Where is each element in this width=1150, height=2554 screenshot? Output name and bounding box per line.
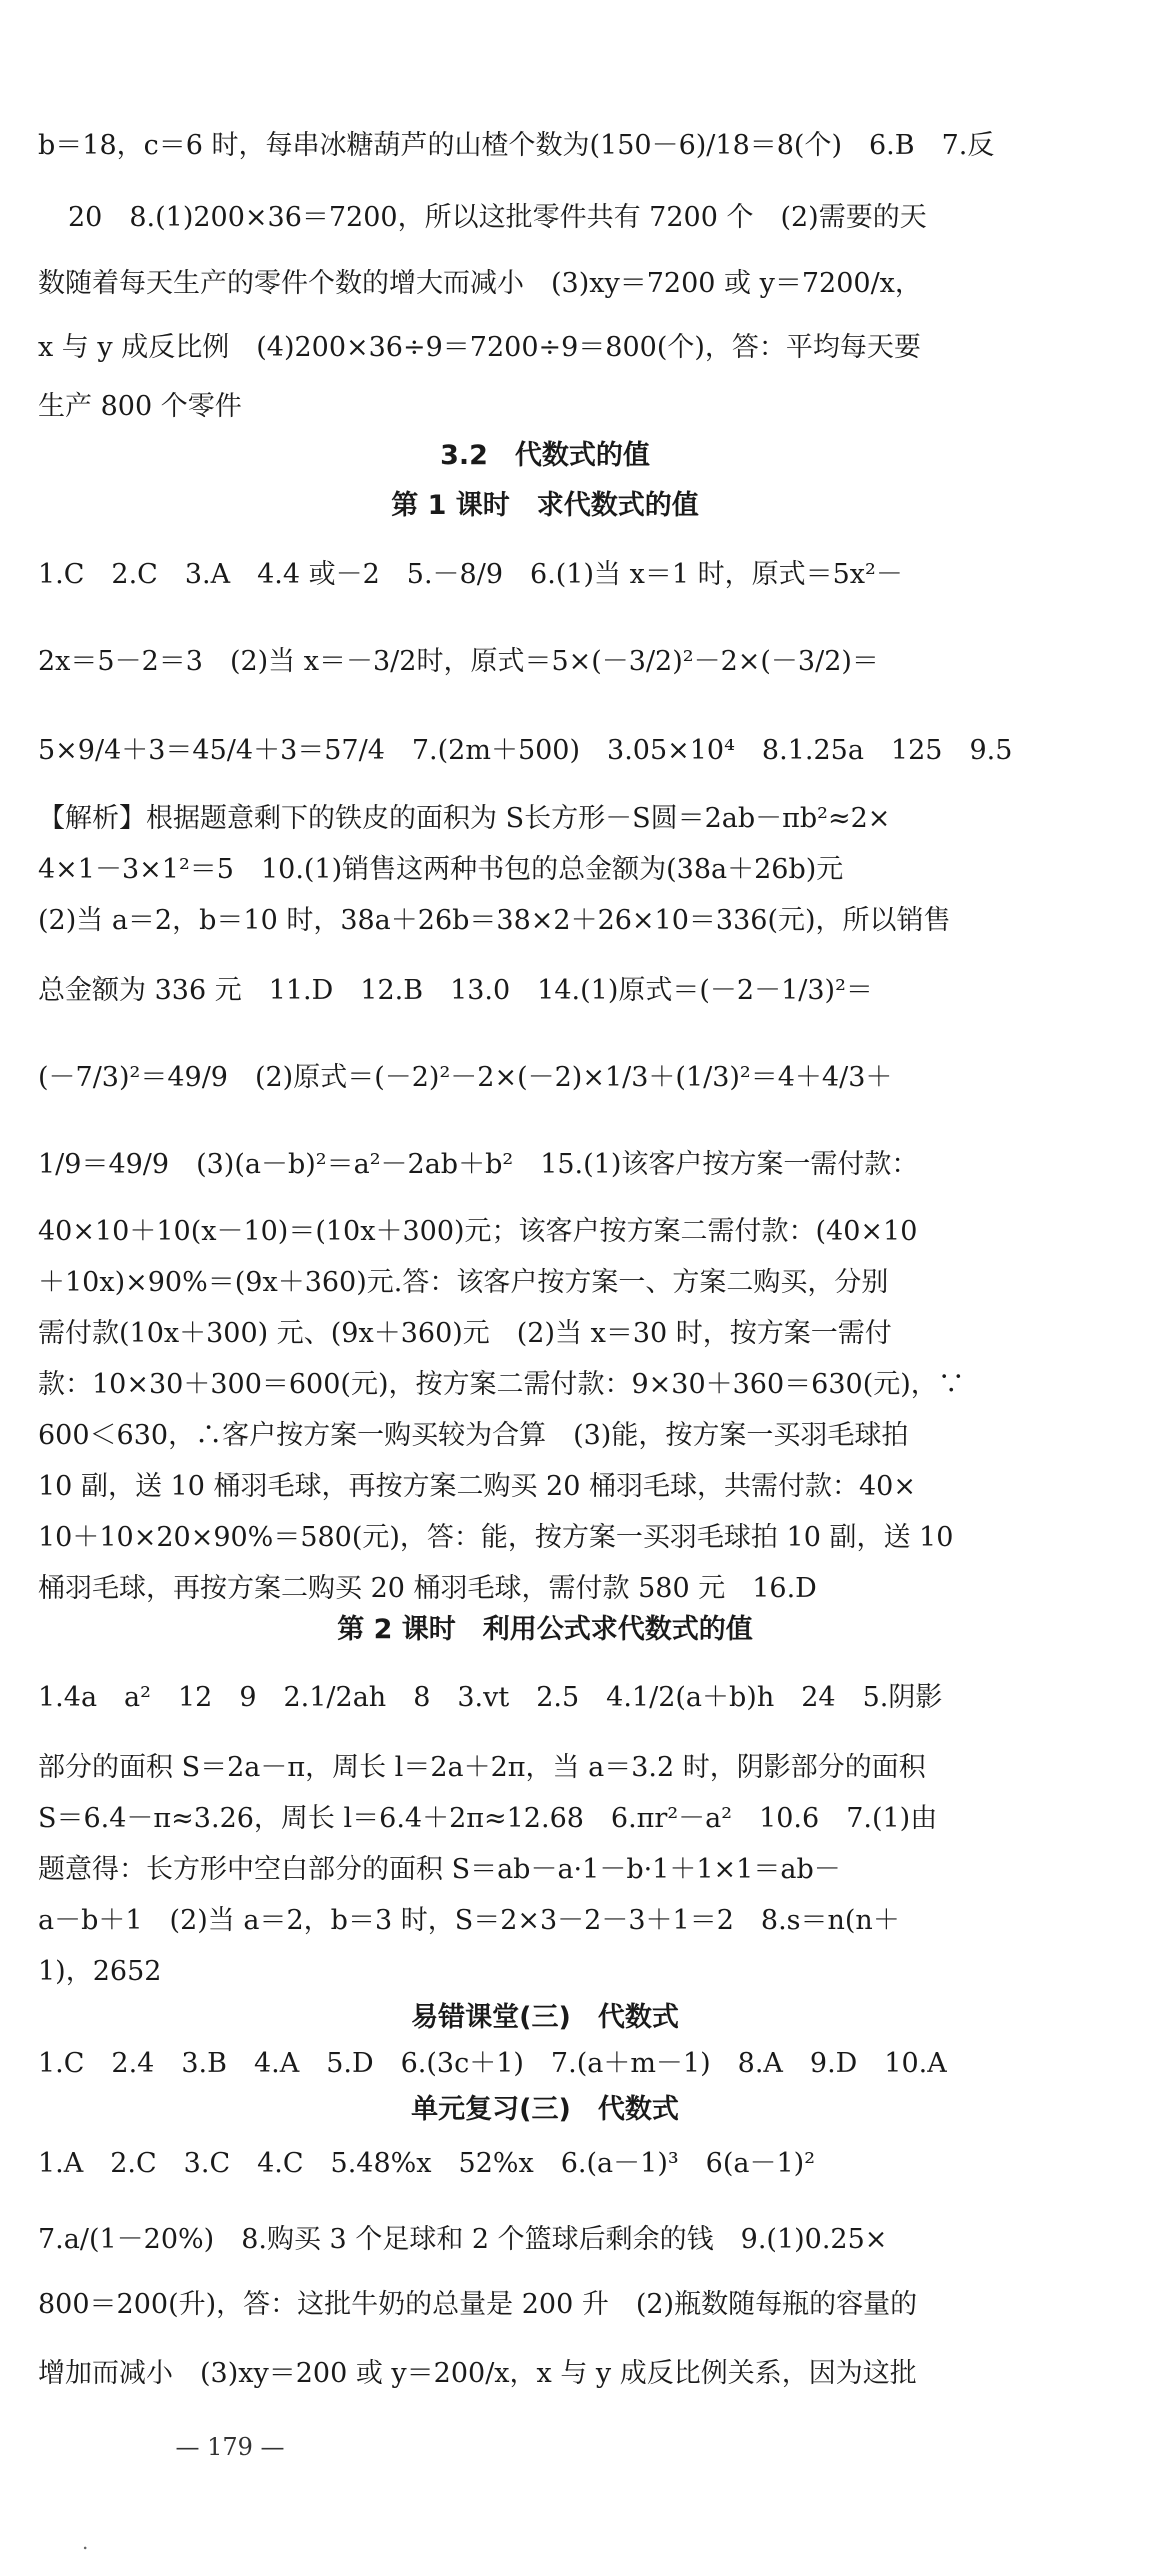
answer-line: 生产 800 个零件 [38,391,242,422]
answer-line: 2x＝5－2＝3 (2)当 x＝－3/2时，原式＝5×(－3/2)²－2×(－3/2)＝ [38,646,879,677]
answer-line: 【解析】根据题意剩下的铁皮的面积为 S长方形－S圆＝2ab－πb²≈2× [38,803,891,834]
lesson-title: 第 2 课时 利用公式求代数式的值 [337,1614,753,1645]
answer-line: 1.C 2.4 3.B 4.A 5.D 6.(3c＋1) 7.(a＋m－1) 8.A 9.D 10.A [38,2048,947,2079]
answer-line: 5×9/4＋3＝45/4＋3＝57/4 7.(2m＋500) 3.05×10⁴ 8.1.25a 125 9.5 [38,735,1013,766]
lesson-title: 第 1 课时 求代数式的值 [391,490,699,521]
section-title: 单元复习(三) 代数式 [411,2094,679,2125]
answer-line: 部分的面积 S＝2a－π，周长 l＝2a＋2π，当 a＝3.2 时，阴影部分的面积 [38,1752,926,1783]
answer-line: 10 副，送 10 桶羽毛球，再按方案二购买 20 桶羽毛球，共需付款：40× [38,1471,916,1502]
answer-line: 10＋10×20×90%＝580(元)，答：能，按方案一买羽毛球拍 10 副，送 10 [38,1522,954,1553]
answer-line: 20 8.(1)200×36＝7200，所以这批零件共有 7200 个 (2)需要的天 [68,202,927,233]
answer-line: 数随着每天生产的零件个数的增大而减小 (3)xy＝7200 或 y＝7200/x， [38,268,922,299]
answer-line: x 与 y 成反比例 (4)200×36÷9＝7200÷9＝800(个)，答：平均每天要 [38,332,921,363]
answer-line: 总金额为 336 元 11.D 12.B 13.0 14.(1)原式＝(－2－1/3)²＝ [38,975,873,1006]
answer-line: 款：10×30＋300＝600(元)，按方案二需付款：9×30＋360＝630(元)，∵ [38,1369,965,1400]
section-title: 3.2 代数式的值 [440,440,650,471]
page-number: — 179 — [175,2433,285,2461]
answer-line: 40×10＋10(x－10)＝(10x＋300)元；该客户按方案二需付款：(40×10 [38,1216,918,1247]
answer-line: 800＝200(升)，答：这批牛奶的总量是 200 升 (2)瓶数随每瓶的容量的 [38,2289,918,2320]
answer-line: a－b＋1 (2)当 a＝2，b＝3 时，S＝2×3－2－3＋1＝2 8.s＝n(n＋ [38,1905,900,1936]
section-title: 易错课堂(三) 代数式 [411,2002,679,2033]
answer-line: b＝18，c＝6 时，每串冰糖葫芦的山楂个数为(150－6)/18＝8(个) 6.B 7.反 [38,130,995,161]
answer-line: 1.4a a² 12 9 2.1/2ah 8 3.vt 2.5 4.1/2(a＋b)h 24 5.阴影 [38,1682,943,1713]
answer-line: 7.a/(1－20%) 8.购买 3 个足球和 2 个篮球后剩余的钱 9.(1)0.25× [38,2224,888,2255]
answer-line: 1.A 2.C 3.C 4.C 5.48%x 52%x 6.(a－1)³ 6(a－1)² [38,2148,816,2179]
answer-line: 1/9＝49/9 (3)(a－b)²＝a²－2ab＋b² 15.(1)该客户按方案一需付款： [38,1149,919,1180]
answer-line: 题意得：长方形中空白部分的面积 S＝ab－a·1－b·1＋1×1＝ab－ [38,1854,841,1885]
footer-dot: . [82,2530,89,2554]
answer-line: 600＜630，∴客户按方案一购买较为合算 (3)能，按方案一买羽毛球拍 [38,1420,909,1451]
answer-line: 增加而减小 (3)xy＝200 或 y＝200/x，x 与 y 成反比例关系，因为这批 [38,2358,917,2389]
answer-line: 1.C 2.C 3.A 4.4 或－2 5.－8/9 6.(1)当 x＝1 时，原式＝5x²－ [38,559,903,590]
answer-line: 需付款(10x＋300) 元、(9x＋360)元 (2)当 x＝30 时，按方案一需付 [38,1318,892,1349]
answer-line: 桶羽毛球，再按方案二购买 20 桶羽毛球，需付款 580 元 16.D [38,1573,817,1604]
answer-line: (2)当 a＝2，b＝10 时，38a＋26b＝38×2＋26×10＝336(元)，所以销售 [38,905,951,936]
answer-line: 4×1－3×1²＝5 10.(1)销售这两种书包的总金额为(38a＋26b)元 [38,854,844,885]
answer-line: 1)，2652 [38,1956,162,1987]
answer-line: ＋10x)×90%＝(9x＋360)元.答：该客户按方案一、方案二购买，分别 [38,1267,889,1298]
answer-line: (－7/3)²＝49/9 (2)原式＝(－2)²－2×(－2)×1/3＋(1/3)²＝4＋4/3＋ [38,1062,893,1093]
answer-line: S＝6.4－π≈3.26，周长 l＝6.4＋2π≈12.68 6.πr²－a² 10.6 7.(1)由 [38,1803,938,1834]
